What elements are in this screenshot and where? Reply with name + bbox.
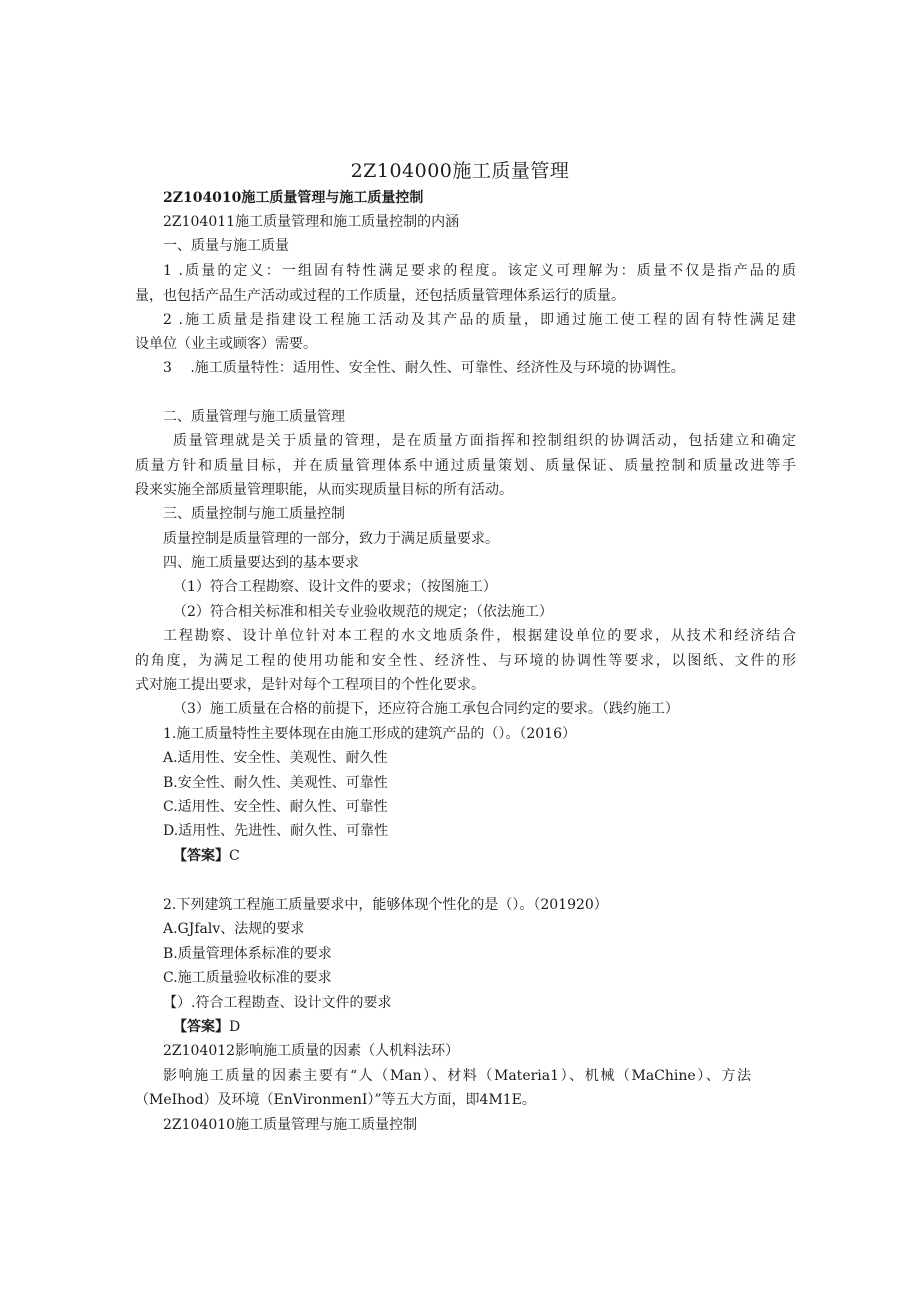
- footer-heading: 2Z104010施工质量管理与施工质量控制: [163, 1117, 418, 1133]
- requirement-2: （2）符合相关标准和相关专业验收规范的规定；（依法施工）: [173, 604, 553, 620]
- paragraph-6-line-1: 工程勘察、设计单位针对本工程的水文地质条件，根据建设单位的要求，从技术和经济结合: [163, 628, 796, 644]
- heading-quality-and-construction-quality: 一、质量与施工质量: [163, 238, 289, 254]
- paragraph-7-line-2: （MeIhod）及环境（EnVironmenI）”等五大方面，即4M1E。: [135, 1092, 536, 1108]
- question-1-option-d: D.适用性、先进性、耐久性、可靠性: [163, 823, 389, 839]
- answer-label: 【答案】: [173, 848, 229, 864]
- question-1-answer: [173, 846, 240, 866]
- paragraph-2-line-1: 2 .施工质量是指建设工程施工活动及其产品的质量，即通过施工使工程的固有特性满足建: [163, 312, 796, 328]
- heading-quality-management: 二、质量管理与施工质量管理: [163, 409, 345, 425]
- question-2: 2.下列建筑工程施工质量要求中，能够体现个性化的是（）。（201920）: [163, 897, 608, 913]
- question-1-option-c: C.适用性、安全性、耐久性、可靠性: [163, 799, 388, 815]
- paragraph-1-line-1: 1 .质量的定义：一组固有特性满足要求的程度。该定义可理解为：质量不仅是指产品的质: [163, 263, 796, 279]
- paragraph-6-line-2: 的角度，为满足工程的使用功能和安全性、经济性、与环境的协调性等要求，以图纸、文件的形: [135, 653, 796, 669]
- paragraph-1-line-2: 量，也包括产品生产活动或过程的工作质量，还包括质量管理体系运行的质量。: [135, 288, 625, 304]
- sub-heading-2z104012: 2Z104012影响施工质量的因素（人机料法环）: [163, 1043, 460, 1059]
- sub-heading-2z104011: 2Z104011施工质量管理和施工质量控制的内涵: [163, 214, 460, 230]
- requirement-1: （1）符合工程勘察、设计文件的要求；（按图施工）: [173, 579, 497, 595]
- heading-basic-requirements: 四、施工质量要达到的基本要求: [163, 555, 359, 571]
- question-2-option-c: C.施工质量验收标准的要求: [163, 970, 332, 986]
- question-2-option-b: B.质量管理体系标准的要求: [163, 946, 332, 962]
- heading-quality-control: 三、质量控制与施工质量控制: [163, 506, 345, 522]
- paragraph-3-line-1: 3 .施工质量特性：适用性、安全性、耐久性、可靠性、经济性及与环境的协调性。: [163, 360, 685, 376]
- answer-value: C: [229, 848, 240, 864]
- question-1-option-a: A.适用性、安全性、美观性、耐久性: [163, 750, 388, 766]
- question-2-option-d: 【）.符合工程勘查、设计文件的要求: [163, 995, 392, 1011]
- paragraph-5-line-1: 质量控制是质量管理的一部分，致力于满足质量要求。: [163, 531, 499, 547]
- paragraph-2-line-2: 设单位（业主或顾客）需要。: [135, 336, 317, 352]
- question-1-option-b: B.安全性、耐久性、美观性、可靠性: [163, 775, 388, 791]
- paragraph-4-line-2: 质量方针和质量目标，并在质量管理体系中通过质量策划、质量保证、质量控制和质量改进等手: [135, 458, 796, 474]
- requirement-3: （3）施工质量在合格的前提下，还应符合施工承包合同约定的要求。（践约施工）: [173, 701, 679, 717]
- question-2-option-a: A.GJfalv、法规的要求: [163, 921, 305, 937]
- answer-label: 【答案】: [173, 1019, 229, 1035]
- question-2-answer: [173, 1017, 240, 1037]
- answer-value: D: [229, 1019, 241, 1035]
- document-title: 2Z104000施工质量管理: [350, 160, 570, 182]
- paragraph-6-line-3: 式对施工提出要求，是针对每个工程项目的个性化要求。: [135, 677, 485, 693]
- section-heading: 2Z104010施工质量管理与施工质量控制: [163, 190, 424, 206]
- paragraph-4-line-1: 质量管理就是关于质量的管理，是在质量方面指挥和控制组织的协调活动，包括建立和确定: [173, 433, 796, 449]
- question-1: 1.施工质量特性主要体现在由施工形成的建筑产品的（）。（2016）: [163, 726, 576, 742]
- paragraph-4-line-3: 段来实施全部质量管理职能，从而实现质量目标的所有活动。: [135, 482, 513, 498]
- paragraph-7-line-1: 影响施工质量的因素主要有“人（Man）、材料（Materia1）、机械（MaChine）、方法: [163, 1068, 751, 1084]
